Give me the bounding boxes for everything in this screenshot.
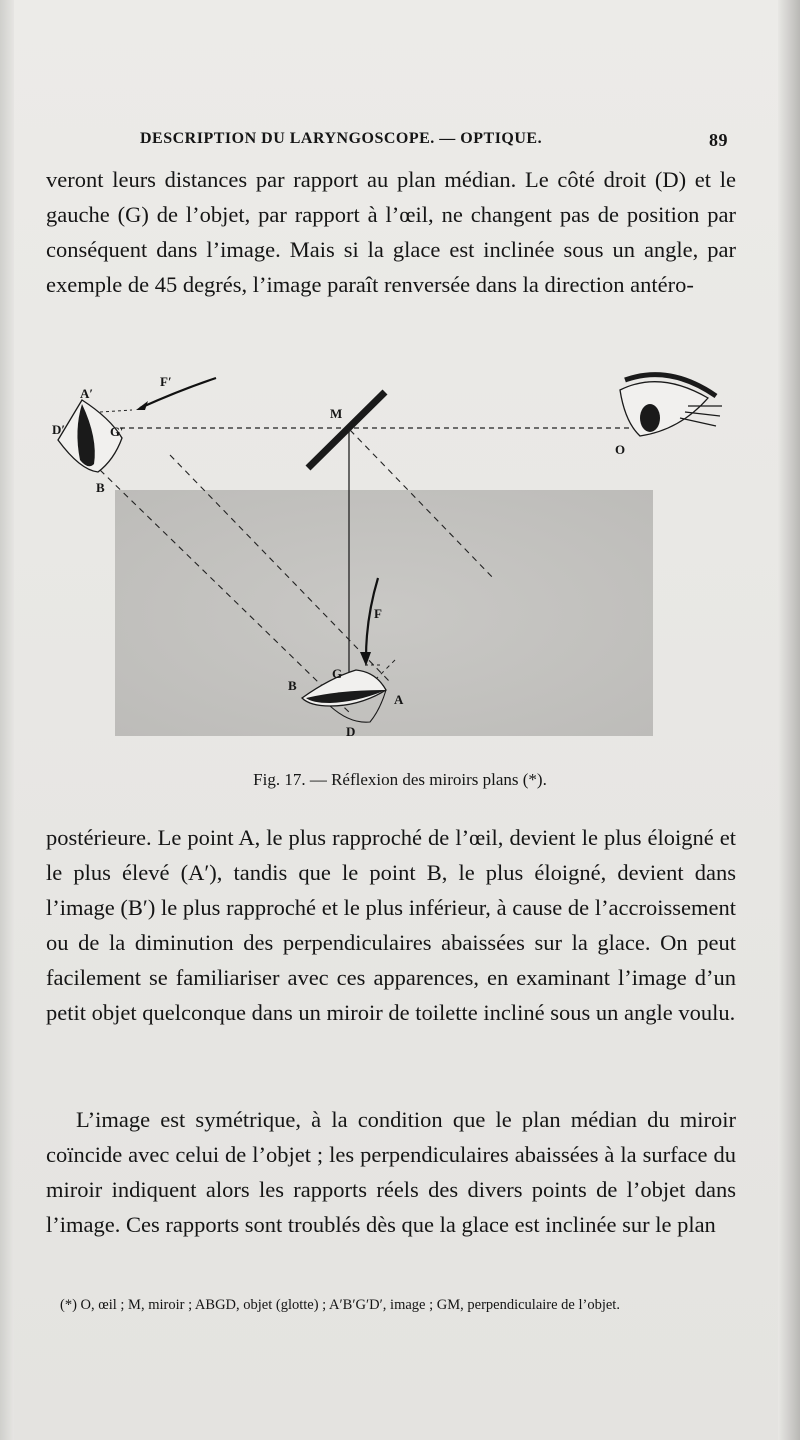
running-head (140, 130, 728, 156)
figure-background (115, 490, 653, 736)
running-head-title: DESCRIPTION DU LARYNGOSCOPE. — OPTIQUE. (140, 130, 543, 147)
page-edge-right (778, 0, 800, 1440)
label-b: B (288, 678, 297, 693)
eye-outline (620, 382, 708, 436)
eye-pupil (640, 404, 660, 432)
figure-caption: Fig. 17. — Réflexion des miroirs plans (*). (253, 770, 547, 789)
label-b-prime: B (96, 480, 105, 495)
mirror (308, 392, 385, 468)
page-edge-left (0, 0, 14, 1440)
paragraph-top-text: veront leurs distances par rapport au plan médian. Le côté droit (D) et le gauche (G) de l’objet, par rapport à l’œil, ne changent pas de position par conséquent dans l’image. Mais si la glace est inclinée sous un angle, par exemple de 45 degrés, l’image paraît renversée dans la direction antéro- (46, 167, 736, 297)
label-d: D (346, 724, 356, 739)
label-a: A (394, 692, 404, 707)
label-d-prime: D′ (52, 422, 66, 437)
arrow-f-prime-head (136, 401, 148, 410)
label-g: G (332, 666, 343, 681)
page-number: 89 (709, 130, 728, 150)
label-f-prime: F′ (160, 374, 172, 389)
paragraph-post (46, 820, 736, 1030)
label-f: F (374, 606, 382, 621)
arrow-f-prime (140, 378, 216, 408)
paragraph-symmetry (46, 1102, 736, 1242)
paragraph-top (46, 162, 736, 302)
footnote: (*) O, œil ; M, miroir ; ABGD, objet (glotte) ; A′B′G′D′, image ; GM, perpendiculaire de l’objet. (60, 1297, 620, 1313)
paragraph-post-text: postérieure. Le point A, le plus rapproché de l’œil, devient le plus éloigné et le plus élevé (A′), tandis que le point B, le plus éloigné, devient dans l’image (B′) le plus rapproché et le plus inférieur, à cause de l’accroissement ou de la diminution des perpendiculaires abaissées sur la glace. On peut facilement se familiariser avec ces apparences, en examinant l’image d’un petit objet quelconque dans un miroir de toilette incliné sous un angle voulu. (46, 825, 736, 1025)
label-a-prime: A′ (80, 386, 94, 401)
label-g-prime: G′ (110, 424, 124, 439)
label-m: M (330, 406, 343, 421)
label-o: O (615, 442, 626, 457)
paragraph-symmetry-text: L’image est symétrique, à la condition que le plan médian du miroir coïncide avec celui de l’objet ; les perpendiculaires abaissées à la surface du miroir indiquent alors les rapports réels des divers points de l’objet dans l’image. Ces rapports sont troublés dès que la glace est inclinée sur le plan (46, 1107, 736, 1237)
figure-17 (40, 360, 740, 750)
figure-diagram (40, 360, 740, 750)
arrow-f-prime-dash (100, 410, 132, 412)
